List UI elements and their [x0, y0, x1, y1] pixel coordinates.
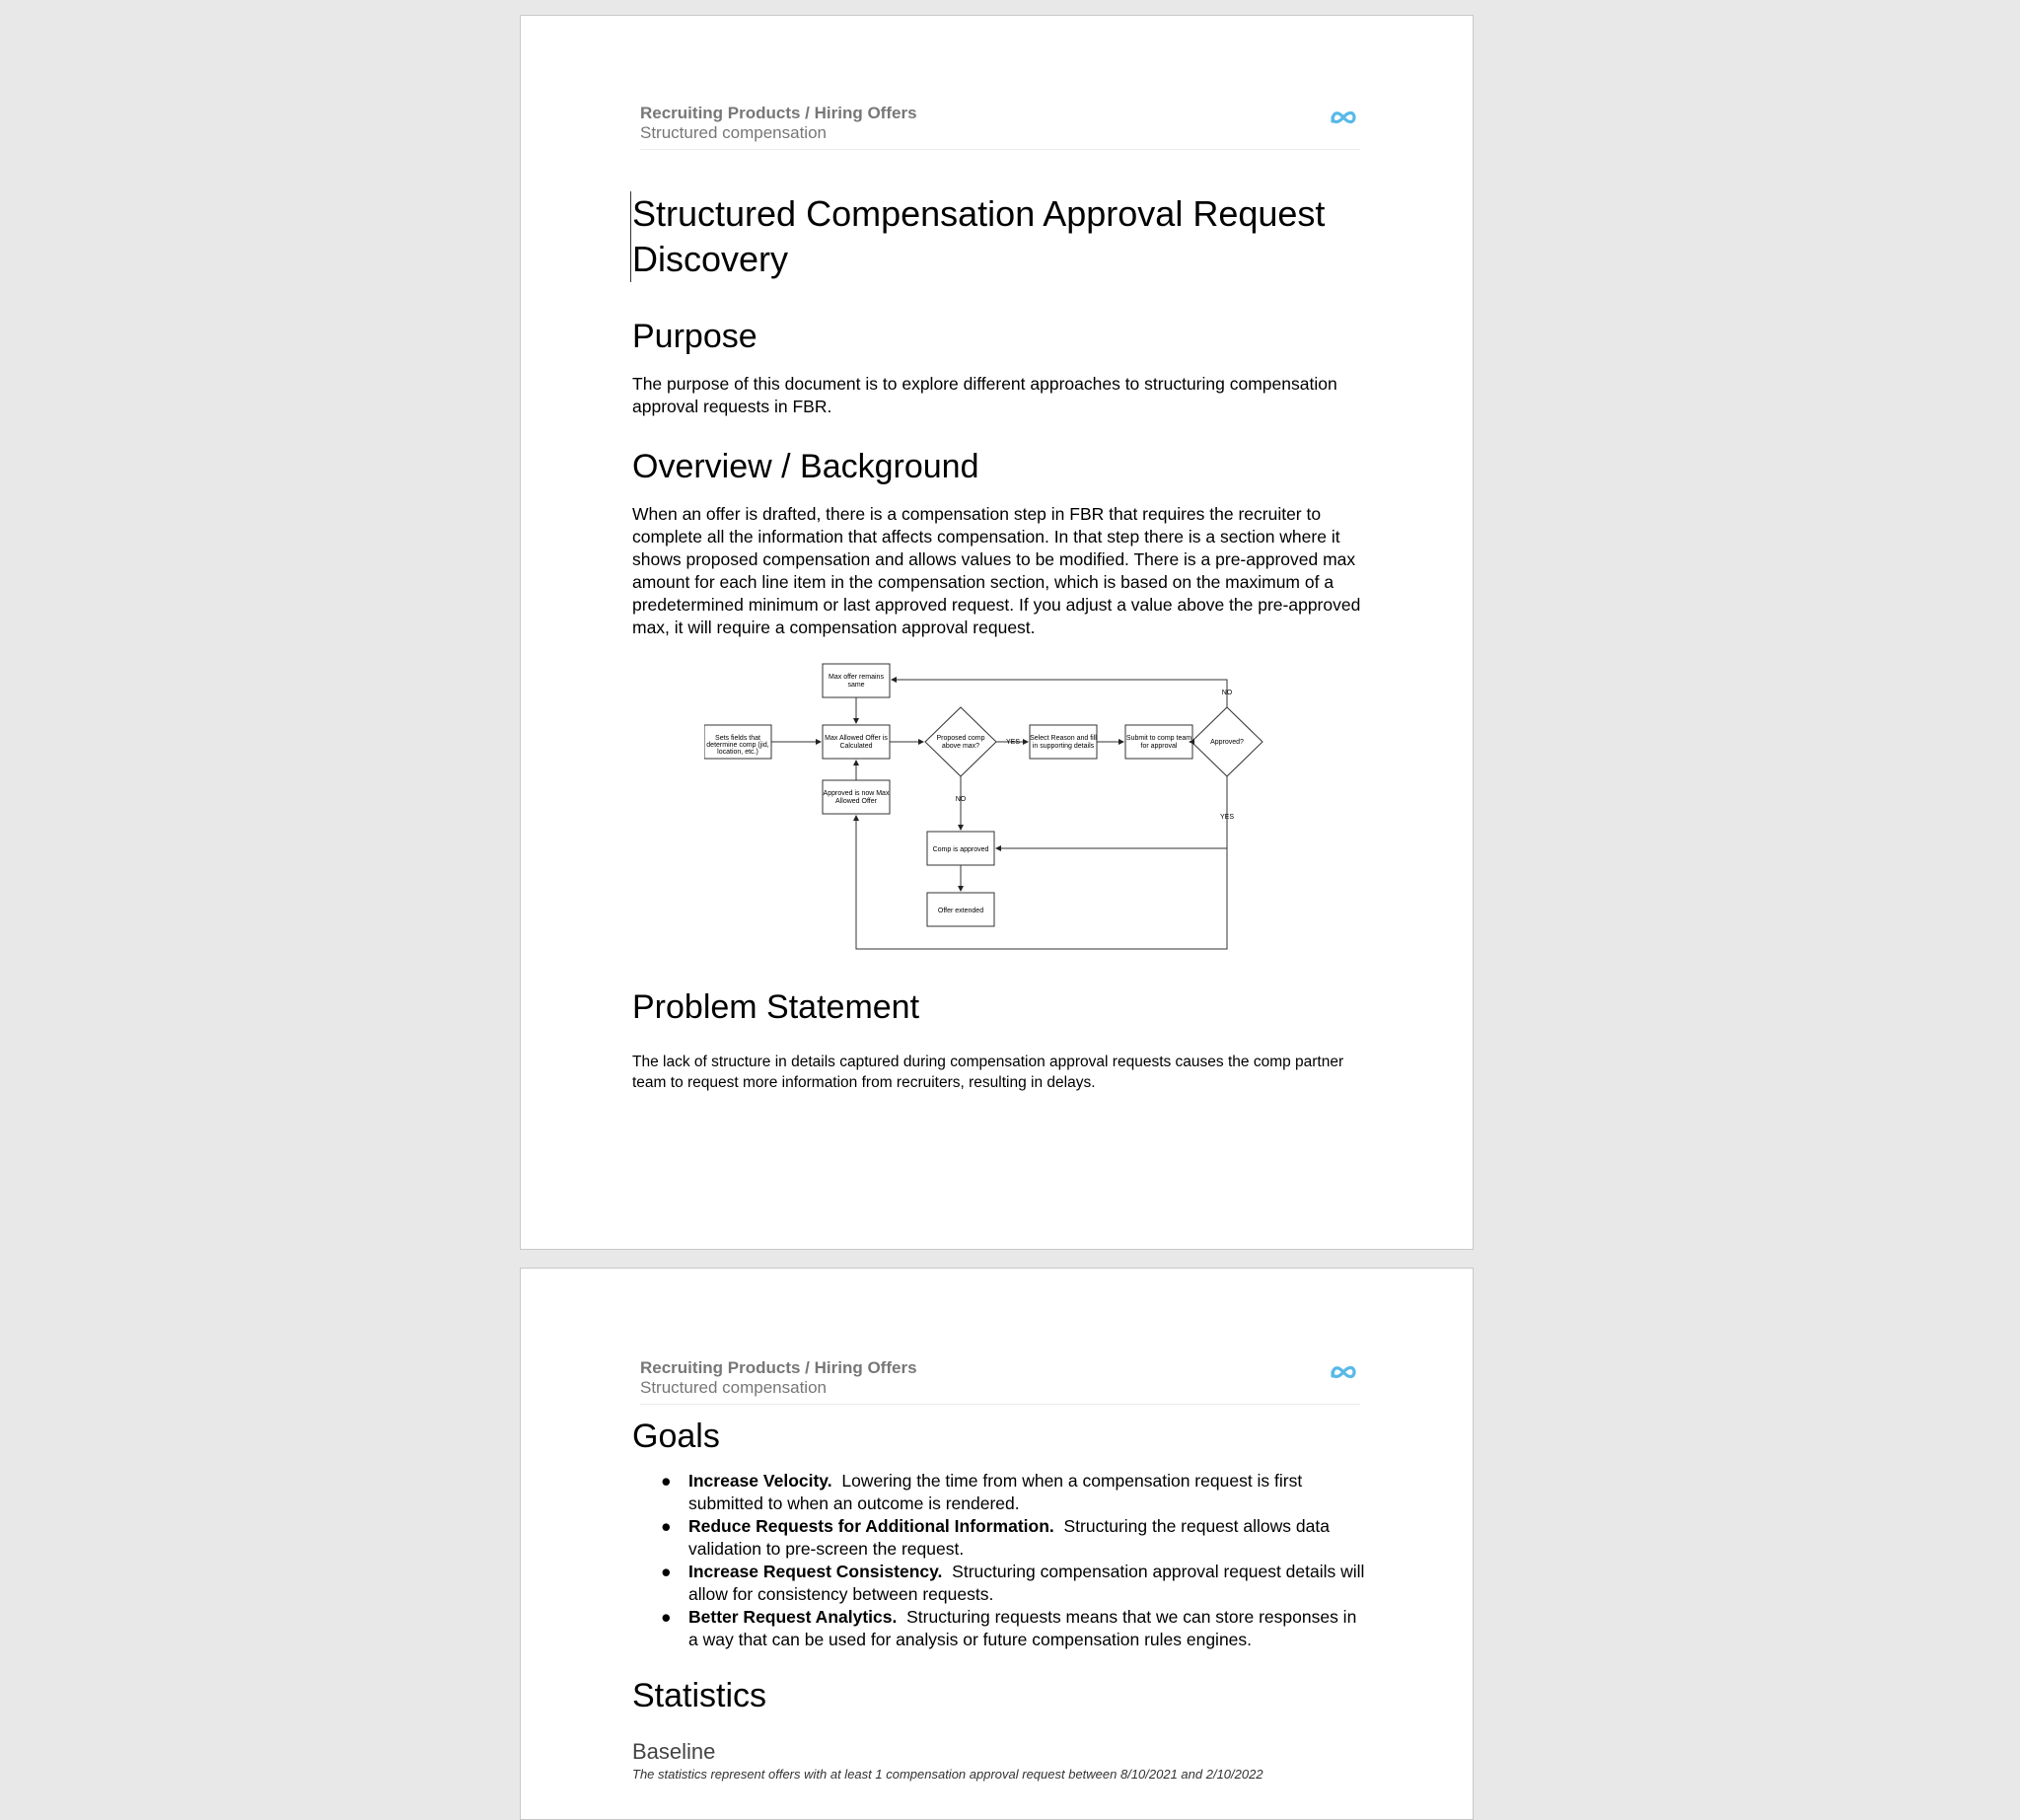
purpose-section [632, 316, 1367, 357]
label-proposed-1: Proposed comp [936, 735, 985, 742]
overview-text: When an offer is drafted, there is a compensation step in FBR that requires the recruiter to complete all the information that affects compensation. In that step there is a section where it shows proposed compensation and allows values to be modified. There is a pre-approved max amount for each line item in the compensation section, which is based on the maximum of a predetermined minimum or last approved request. If you adjust a value above the pre-approved max, it will require a compensation approval request. [632, 504, 1361, 637]
label-offer-extended: Offer extended [937, 908, 984, 914]
overview-body [632, 503, 1367, 639]
box-max-same [823, 664, 890, 697]
label-yes-proposed: YES [1005, 739, 1021, 746]
label-submit-2: for approval [1140, 743, 1178, 750]
statistics-note: The statistics represent offers with at least 1 compensation approval request between 8/10/2021 and 2/10/2022 [632, 1767, 1263, 1782]
goal-title: Increase Velocity. [688, 1471, 832, 1491]
problem-text: The lack of structure in details captured during compensation approval requests causes the comp partner team to request more information from recruiters, resulting in delays. [632, 1054, 1344, 1091]
goal-title: Increase Request Consistency. [688, 1562, 943, 1581]
document-title[interactable] [630, 191, 1367, 282]
label-no-proposed: NO [955, 796, 967, 803]
label-sets-fields-2: determine comp (jid, [706, 742, 769, 749]
bullet-icon: ● [661, 1607, 672, 1627]
baseline-section [632, 1738, 1367, 1783]
goals-section [632, 1416, 1367, 1457]
label-comp-approved: Comp is approved [932, 846, 989, 853]
list-item [661, 1606, 1367, 1651]
statistics-section [632, 1675, 1367, 1716]
list-item [661, 1470, 1367, 1515]
label-sets-fields-3: location, etc.) [717, 749, 758, 756]
header-breadcrumb: Recruiting Products / Hiring Offers [640, 104, 917, 122]
label-select-reason-1: Select Reason and fill [1030, 735, 1097, 742]
goal-text: Structuring compensation approval request details will allow for consistency between requests. [688, 1562, 1365, 1604]
document-page-1 [520, 15, 1474, 1250]
label-max-calc-2: Calculated [839, 743, 873, 750]
label-yes-approved: YES [1219, 814, 1235, 821]
document-page-2 [520, 1268, 1474, 1820]
page-header [640, 103, 1360, 150]
goal-title: Reduce Requests for Additional Information. [688, 1516, 1054, 1536]
compensation-flowchart [704, 662, 1339, 968]
label-proposed-2: above max? [941, 743, 980, 750]
header-subtitle: Structured compensation [640, 123, 827, 142]
statistics-heading: Statistics [632, 1677, 767, 1714]
purpose-text: The purpose of this document is to explore different approaches to structuring compensation approval requests in FBR. [632, 374, 1337, 416]
document-title-line-1: Structured Compensation Approval Request [632, 193, 1326, 234]
meta-logo-icon [1329, 1361, 1358, 1383]
label-no-approved: NO [1221, 690, 1233, 696]
goals-list [632, 1470, 1367, 1651]
header-breadcrumb: Recruiting Products / Hiring Offers [640, 1358, 917, 1377]
label-approved-question: Approved? [1210, 739, 1244, 746]
label-approved-max-1: Approved is now Max [823, 790, 890, 797]
label-select-reason-2: in supporting details [1032, 743, 1095, 750]
box-max-calculated [823, 725, 890, 759]
label-max-same-2: same [847, 682, 865, 689]
goal-title: Better Request Analytics. [688, 1607, 898, 1627]
problem-section [632, 986, 1367, 1028]
overview-heading: Overview / Background [632, 448, 979, 485]
document-title-block [632, 191, 1367, 282]
problem-body [632, 1052, 1367, 1093]
box-approved-max [823, 780, 890, 814]
bullet-icon: ● [661, 1471, 672, 1491]
label-max-calc-1: Max Allowed Offer is [825, 735, 888, 742]
label-max-same-1: Max offer remains [829, 674, 884, 681]
label-approved-max-2: Allowed Offer [835, 798, 877, 805]
list-item [661, 1561, 1367, 1606]
diamond-proposed [925, 707, 996, 776]
goal-text: Structuring the request allows data validation to pre-screen the request. [688, 1516, 1330, 1559]
baseline-heading: Baseline [632, 1739, 716, 1764]
page-header [640, 1357, 1360, 1405]
purpose-body [632, 373, 1367, 418]
flowchart-svg [704, 662, 1339, 968]
header-subtitle: Structured compensation [640, 1378, 827, 1397]
bullet-icon: ● [661, 1562, 672, 1581]
goals-list-container [632, 1470, 1367, 1651]
bullet-icon: ● [661, 1516, 672, 1536]
label-submit-1: Submit to comp team [1125, 735, 1192, 742]
box-submit [1125, 725, 1192, 759]
goal-text: Structuring requests means that we can store responses in a way that can be used for analysis or future compensation rules engines. [688, 1607, 1357, 1649]
list-item [661, 1515, 1367, 1561]
meta-logo-icon [1329, 107, 1358, 128]
box-select-reason [1030, 725, 1097, 759]
label-sets-fields-1: Sets fields that [715, 735, 760, 742]
problem-heading: Problem Statement [632, 988, 920, 1026]
document-title-line-2: Discovery [632, 239, 789, 279]
purpose-heading: Purpose [632, 318, 758, 355]
goals-heading: Goals [632, 1418, 720, 1455]
overview-section [632, 446, 1367, 487]
goal-text: Lowering the time from when a compensation request is first submitted to when an outcome is rendered. [688, 1471, 1303, 1513]
